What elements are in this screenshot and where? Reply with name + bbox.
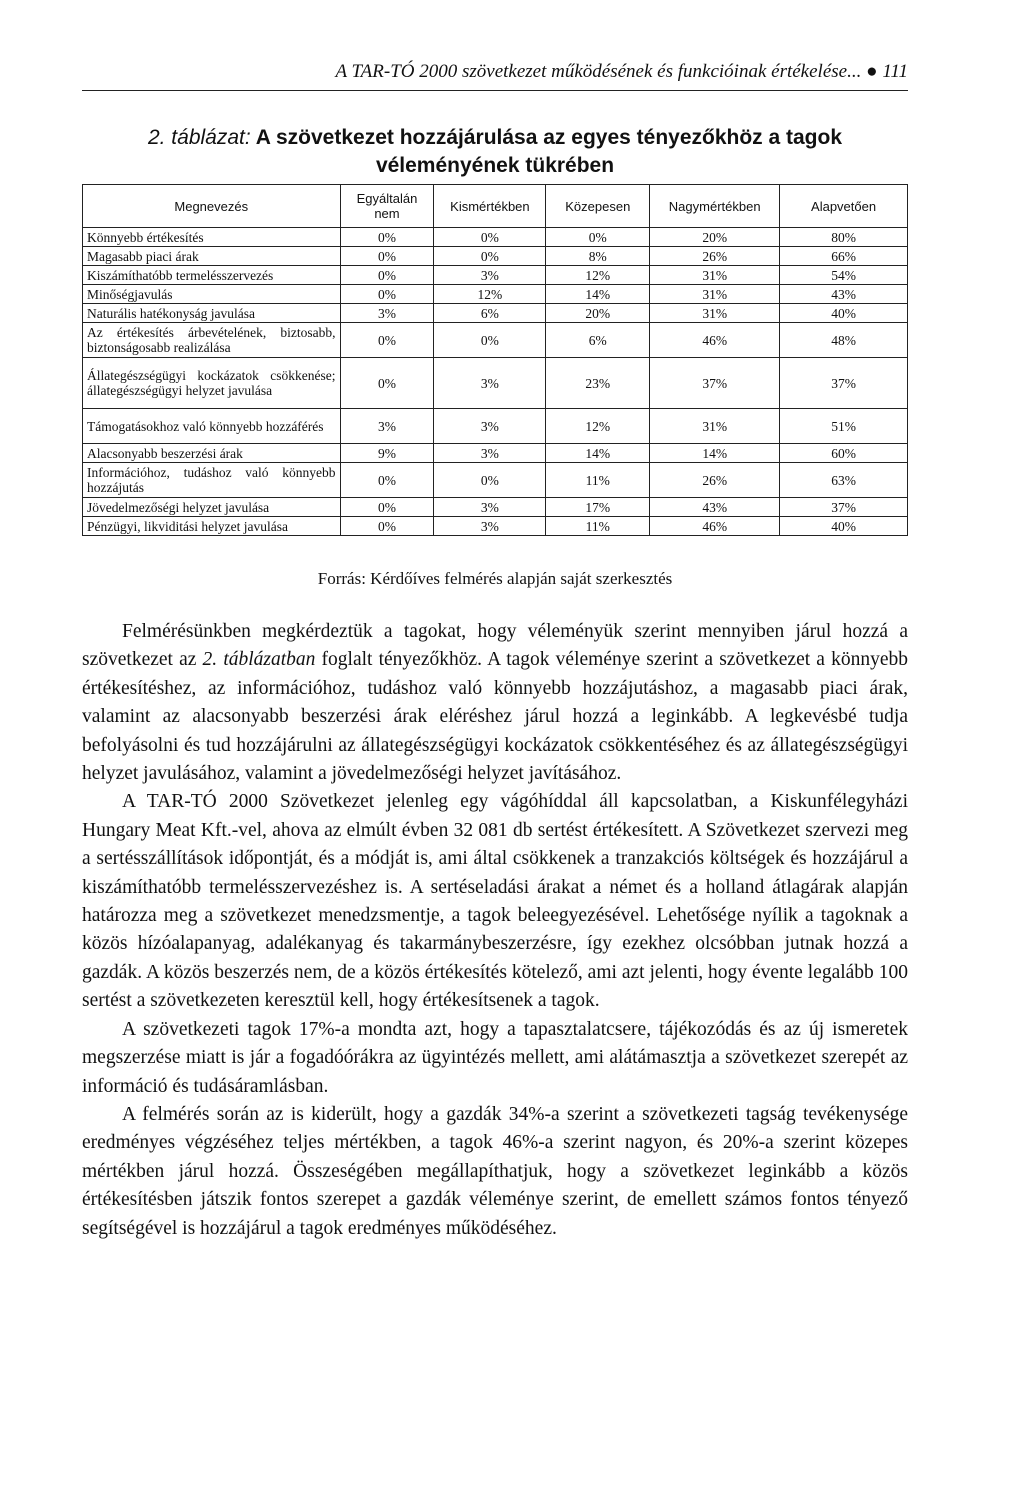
table-row	[83, 228, 908, 247]
row-label: Könnyebb értékesítés	[83, 228, 341, 247]
table-cell: 0%	[434, 323, 546, 358]
table-cell: 8%	[546, 247, 650, 266]
table-cell: 43%	[780, 285, 908, 304]
row-label: Az értékesítés árbevételének, biztosabb, biztonságosabb realizálása	[83, 323, 341, 358]
row-label: Jövedelmezőségi helyzet javulása	[83, 498, 341, 517]
row-label: Állategészségügyi kockázatok csökkenése; állategészségügyi helyzet javulása	[83, 358, 341, 409]
table-cell: 14%	[546, 444, 650, 463]
table-cell: 80%	[780, 228, 908, 247]
table-row	[83, 463, 908, 498]
table-cell: 3%	[434, 409, 546, 444]
table-row	[83, 444, 908, 463]
column-header: Megnevezés	[83, 185, 341, 228]
table-cell: 37%	[780, 498, 908, 517]
table-row	[83, 266, 908, 285]
table-reference: 2. táblázatban	[202, 649, 316, 671]
table-row	[83, 304, 908, 323]
table-cell: 54%	[780, 266, 908, 285]
table-row	[83, 517, 908, 536]
data-table	[82, 184, 908, 536]
table-cell: 3%	[434, 444, 546, 463]
table-label: 2. táblázat:	[147, 126, 251, 149]
paragraph-text: Felmérésünkben megkérdeztük a tagokat, hogy véleményük szerint mennyiben járul hozzá a szövetkezet az	[82, 621, 908, 671]
table-caption	[82, 124, 908, 180]
table-cell: 26%	[650, 247, 780, 266]
table-cell: 0%	[340, 285, 434, 304]
table-cell: 37%	[650, 358, 780, 409]
table-cell: 3%	[340, 409, 434, 444]
paragraph	[82, 618, 908, 788]
table-cell: 66%	[780, 247, 908, 266]
row-label: Információhoz, tudáshoz való könnyebb hozzájutás	[83, 463, 341, 498]
table-cell: 3%	[434, 517, 546, 536]
table-cell: 60%	[780, 444, 908, 463]
table-cell: 3%	[340, 304, 434, 323]
row-label: Támogatásokhoz való könnyebb hozzáférés	[83, 409, 341, 444]
table-cell: 20%	[650, 228, 780, 247]
table-source: Forrás: Kérdőíves felmérés alapján saját szerkesztés	[317, 569, 673, 588]
table-cell: 63%	[780, 463, 908, 498]
table-cell: 31%	[650, 266, 780, 285]
running-title: A TAR-TÓ 2000 szövetkezet működésének és funkcióinak értékelése...	[335, 61, 862, 82]
row-label: Naturális hatékonyság javulása	[83, 304, 341, 323]
table-cell: 0%	[340, 266, 434, 285]
table-cell: 37%	[780, 358, 908, 409]
column-header: Nagymértékben	[650, 185, 780, 228]
table-cell: 20%	[546, 304, 650, 323]
table-cell: 48%	[780, 323, 908, 358]
table-row	[83, 498, 908, 517]
table-cell: 14%	[546, 285, 650, 304]
table-row	[83, 285, 908, 304]
table-cell: 31%	[650, 304, 780, 323]
table-cell: 0%	[340, 323, 434, 358]
column-header: Kismértékben	[434, 185, 546, 228]
table-cell: 3%	[434, 266, 546, 285]
table-cell: 26%	[650, 463, 780, 498]
column-header: Egyáltalán nem	[340, 185, 434, 228]
row-label: Pénzügyi, likviditási helyzet javulása	[83, 517, 341, 536]
table-cell: 0%	[340, 228, 434, 247]
column-header: Alapvetően	[780, 185, 908, 228]
table-cell: 0%	[434, 228, 546, 247]
column-header: Közepesen	[546, 185, 650, 228]
table-cell: 0%	[340, 358, 434, 409]
table-cell: 31%	[650, 285, 780, 304]
table-cell: 31%	[650, 409, 780, 444]
table-cell: 3%	[434, 358, 546, 409]
header-bullet: ●	[866, 61, 878, 82]
body-text	[82, 618, 908, 1243]
table-cell: 0%	[434, 247, 546, 266]
table-row	[83, 247, 908, 266]
table-cell: 9%	[340, 444, 434, 463]
table-cell: 46%	[650, 323, 780, 358]
table-header-row	[83, 185, 908, 228]
table-row	[83, 358, 908, 409]
running-header	[82, 60, 908, 91]
table-cell: 23%	[546, 358, 650, 409]
table-cell: 0%	[434, 463, 546, 498]
table-cell: 12%	[546, 409, 650, 444]
table-title: A szövetkezet hozzájárulása az egyes tényezőkhöz a tagok véleményének tükrében	[255, 126, 843, 177]
table-cell: 6%	[434, 304, 546, 323]
paragraph-text: foglalt tényezőkhöz. A tagok véleménye szerint a szövetkezet a könnyebb értékesítéshez, az információhoz, tudáshoz való könnyebb hozzájutáshoz, a magasabb piaci árak, valamint az alacsonyabb beszerzési árak eléréshez járul hozzá a leginkább. A legkevésbé tudja befolyásolni és tud hozzájárulni az állategészségügyi kockázatok csökkentéséhez és az állategészségügyi helyzet javulásához, valamint a jövedelmezőségi helyzet javításához.	[82, 649, 908, 785]
table-cell: 0%	[340, 517, 434, 536]
paragraph: A TAR-TÓ 2000 Szövetkezet jelenleg egy vágóhíddal áll kapcsolatban, a Kiskunfélegyházi Hungary Meat Kft.-vel, ahova az elmúlt évben 32 081 db sertést értékesített. A Szövetkezet szervezi meg a sertésszállítások időpontját, és a módját is, ami által csökkenek a tranzakciós költségek és hozzájárul a kiszámíthatóbb termelésszervezéshez is. A sertéseladási árakat a német és a holland átlagárak alapján határozza meg a szövetkezet menedzsmentje, a tagok beleegyezésével. Lehetősége nyílik a tagoknak a közös hízóalapanyag, adalékanyag és takarmánybeszerzésre, így ezekhez olcsóbban jutnak hozzá a gazdák. A közös beszerzés nem, de a közös értékesítés kötelező, ami azt jelenti, hogy évente legalább 100 sertést a szövetkezeten keresztül kell, hogy értékesítsenek a tagok.	[82, 791, 908, 1012]
table-cell: 11%	[546, 463, 650, 498]
table-cell: 17%	[546, 498, 650, 517]
table-cell: 43%	[650, 498, 780, 517]
page-number: 111	[882, 61, 908, 82]
table-cell: 40%	[780, 304, 908, 323]
table-row	[83, 323, 908, 358]
table-cell: 0%	[340, 463, 434, 498]
table-cell: 12%	[434, 285, 546, 304]
table-cell: 11%	[546, 517, 650, 536]
table-cell: 12%	[546, 266, 650, 285]
table-cell: 0%	[546, 228, 650, 247]
table-cell: 3%	[434, 498, 546, 517]
paragraph: A szövetkezeti tagok 17%-a mondta azt, hogy a tapasztalatcsere, tájékozódás és az új ismeretek megszerzése miatt is jár a fogadóórákra az ügyintézés mellett, ami alátámasztja a szövetkezet szerepét az információ és tudásáramlásban.	[82, 1018, 908, 1097]
table-cell: 46%	[650, 517, 780, 536]
table-cell: 0%	[340, 247, 434, 266]
paragraph: A felmérés során az is kiderült, hogy a gazdák 34%-a szerint a szövetkezeti tagság tevékenysége eredményes végzéséhez teljes mértékben, a tagok 46%-a szerint nagyon, és 20%-a szerint közepes mértékben járul hozzá. Összeségében megállapíthatjuk, hogy a szövetkezet leginkább a közös értékesítésben játszik fontos szerepet a gazdák véleménye szerint, de emellett számos fontos tényező segítségével is hozzájárul a tagok eredményes működéséhez.	[82, 1103, 908, 1239]
table-cell: 6%	[546, 323, 650, 358]
table-cell: 51%	[780, 409, 908, 444]
row-label: Minőségjavulás	[83, 285, 341, 304]
table-row	[83, 409, 908, 444]
row-label: Magasabb piaci árak	[83, 247, 341, 266]
row-label: Alacsonyabb beszerzési árak	[83, 444, 341, 463]
table-cell: 14%	[650, 444, 780, 463]
table-cell: 0%	[340, 498, 434, 517]
row-label: Kiszámíthatóbb termelésszervezés	[83, 266, 341, 285]
table-cell: 40%	[780, 517, 908, 536]
